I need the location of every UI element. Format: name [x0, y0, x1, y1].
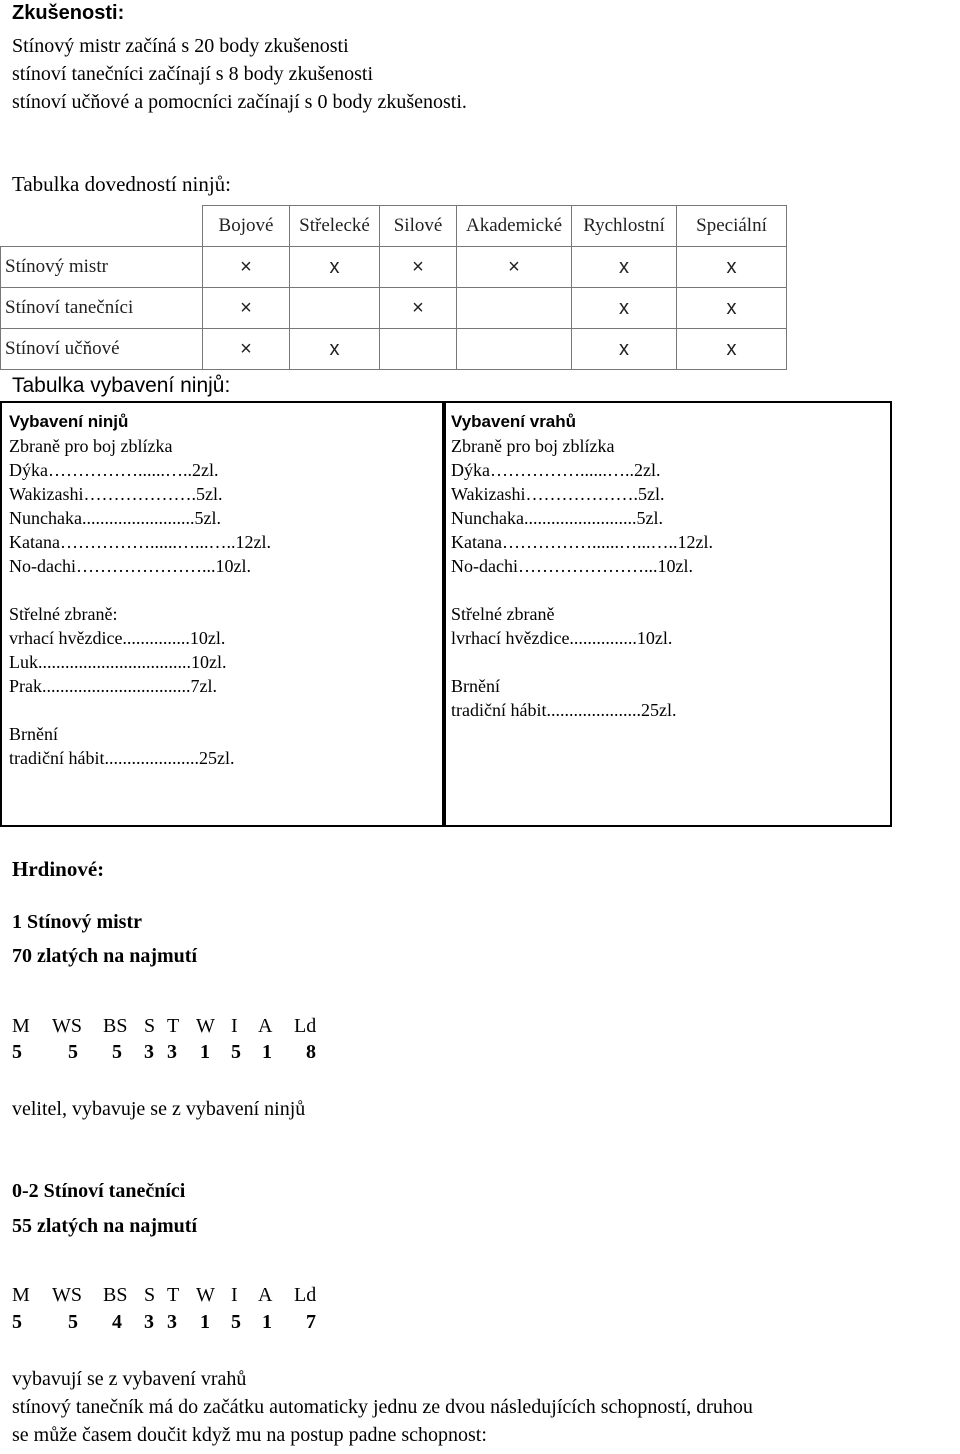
skills-col-header: Silové — [380, 206, 457, 247]
melee-weapons-heading: Zbraně pro boj zblízka — [9, 436, 173, 456]
ranged-weapons-heading: Střelné zbraně — [451, 604, 555, 624]
equipment-item: tradiční hábit.....................25zl. — [451, 700, 677, 720]
stat-values-row — [0, 1311, 960, 1337]
stat-value: 5 — [231, 1041, 241, 1063]
skill-mark: x — [572, 329, 677, 370]
experience-line: Stínový mistr začíná s 20 body zkušenosti — [12, 35, 349, 57]
unit-note: se může časem doučit když mu na postup padne schopnost: — [12, 1424, 487, 1446]
stat-labels-row — [0, 1015, 960, 1041]
stat-value: 3 — [167, 1311, 177, 1333]
skill-mark: × — [380, 247, 457, 288]
unit-cost: 70 zlatých na najmutí — [12, 945, 197, 967]
stat-label: T — [167, 1015, 180, 1037]
stat-label: A — [258, 1284, 273, 1306]
stat-value: 1 — [200, 1311, 210, 1333]
stat-label: I — [231, 1015, 238, 1037]
stat-value: 4 — [112, 1311, 122, 1333]
equipment-item: Prak.................................7zl. — [9, 676, 217, 696]
skill-mark — [290, 288, 380, 329]
skills-row — [1, 247, 787, 288]
skills-header-row — [1, 206, 787, 247]
skills-col-header: Speciální — [677, 206, 787, 247]
skills-row — [1, 329, 787, 370]
stat-label: S — [144, 1015, 156, 1037]
unit-name: 0-2 Stínoví tanečníci — [12, 1180, 186, 1202]
stat-value: 5 — [12, 1311, 22, 1333]
stat-value: 3 — [144, 1041, 154, 1063]
skills-col-header: Akademické — [457, 206, 572, 247]
stat-label: S — [144, 1284, 156, 1306]
equipment-item: Dýka……………......…..2zl. — [9, 460, 219, 480]
stat-value: 5 — [68, 1041, 78, 1063]
melee-weapons-heading: Zbraně pro boj zblízka — [451, 436, 615, 456]
unit-note: stínový tanečník má do začátku automaticky jednu ze dvou následujících schopností, druhou — [12, 1396, 753, 1418]
stat-label: M — [12, 1015, 30, 1037]
stat-label: BS — [103, 1015, 128, 1037]
equipment-item: Wakizashi……………….5zl. — [9, 484, 223, 504]
assassin-equipment-title: Vybavení vrahů — [451, 412, 577, 431]
assassin-equipment-list — [451, 410, 713, 722]
stat-label: WS — [52, 1284, 82, 1306]
skills-row-label: Stínoví učňové — [1, 329, 203, 370]
equipment-item: Wakizashi……………….5zl. — [451, 484, 665, 504]
equipment-table-title: Tabulka vybavení ninjů: — [12, 374, 231, 397]
stat-value: 8 — [306, 1041, 316, 1063]
equipment-item: Nunchaka.........................5zl. — [9, 508, 221, 528]
skills-col-header: Rychlostní — [572, 206, 677, 247]
stat-label: A — [258, 1015, 273, 1037]
skill-mark — [457, 288, 572, 329]
skill-mark: x — [572, 247, 677, 288]
stat-label: Ld — [294, 1284, 317, 1306]
skills-row-label: Stínoví tanečníci — [1, 288, 203, 329]
skill-mark: × — [380, 288, 457, 329]
skill-mark: × — [457, 247, 572, 288]
experience-line: stínoví tanečníci začínají s 8 body zkušenosti — [12, 63, 374, 85]
stat-label: M — [12, 1284, 30, 1306]
stat-value: 5 — [68, 1311, 78, 1333]
skills-row — [1, 288, 787, 329]
equipment-item: Luk..................................10zl. — [9, 652, 227, 672]
stat-label: I — [231, 1284, 238, 1306]
skill-mark: × — [203, 247, 290, 288]
equipment-item: vrhací hvězdice...............10zl. — [9, 628, 226, 648]
unit-cost: 55 zlatých na najmutí — [12, 1215, 197, 1237]
armour-heading: Brnění — [451, 676, 500, 696]
stat-value: 5 — [231, 1311, 241, 1333]
equipment-item: Dýka……………......…..2zl. — [451, 460, 661, 480]
stat-label: W — [196, 1015, 215, 1037]
equipment-item: Katana……………......…...…..12zl. — [451, 532, 713, 552]
ranged-weapons-heading: Střelné zbraně: — [9, 604, 118, 624]
unit-name: 1 Stínový mistr — [12, 911, 142, 933]
stat-value: 1 — [200, 1041, 210, 1063]
skill-mark: x — [677, 247, 787, 288]
stat-value: 1 — [262, 1311, 272, 1333]
skills-corner — [1, 206, 203, 247]
heroes-title: Hrdinové: — [12, 857, 105, 881]
stat-label: Ld — [294, 1015, 317, 1037]
equipment-item: lvrhací hvězdice...............10zl. — [451, 628, 673, 648]
skills-col-header: Bojové — [203, 206, 290, 247]
armour-heading: Brnění — [9, 724, 58, 744]
skill-mark — [457, 329, 572, 370]
stat-label: W — [196, 1284, 215, 1306]
stat-value: 5 — [12, 1041, 22, 1063]
skills-row-label: Stínový mistr — [1, 247, 203, 288]
skill-mark — [380, 329, 457, 370]
equipment-item: No-dachi…………………...10zl. — [451, 556, 693, 576]
equipment-item: Nunchaka.........................5zl. — [451, 508, 663, 528]
unit-note: velitel, vybavuje se z vybavení ninjů — [12, 1098, 306, 1120]
stat-value: 3 — [144, 1311, 154, 1333]
skills-col-header: Střelecké — [290, 206, 380, 247]
ninja-equipment-title: Vybavení ninjů — [9, 412, 129, 431]
skill-mark: x — [290, 247, 380, 288]
skill-mark: x — [572, 288, 677, 329]
stat-labels-row — [0, 1284, 960, 1310]
skills-table-title: Tabulka dovedností ninjů: — [12, 172, 232, 196]
skill-mark: × — [203, 288, 290, 329]
stat-label: BS — [103, 1284, 128, 1306]
experience-title: Zkušenosti: — [12, 2, 125, 24]
skill-mark: x — [290, 329, 380, 370]
equipment-item: tradiční hábit.....................25zl. — [9, 748, 235, 768]
stat-values-row — [0, 1041, 960, 1067]
equipment-item: Katana……………......…...…..12zl. — [9, 532, 271, 552]
stat-value: 3 — [167, 1041, 177, 1063]
stat-label: T — [167, 1284, 180, 1306]
skill-mark: x — [677, 329, 787, 370]
stat-label: WS — [52, 1015, 82, 1037]
stat-value: 5 — [112, 1041, 122, 1063]
skill-mark: × — [203, 329, 290, 370]
equipment-item: No-dachi…………………...10zl. — [9, 556, 251, 576]
stat-value: 1 — [262, 1041, 272, 1063]
ninja-equipment-list — [9, 410, 271, 770]
stat-value: 7 — [306, 1311, 316, 1333]
skills-table — [0, 205, 787, 370]
skill-mark: x — [677, 288, 787, 329]
unit-note: vybavují se z vybavení vrahů — [12, 1368, 247, 1390]
experience-line: stínoví učňové a pomocníci začínají s 0 body zkušenosti. — [12, 91, 467, 113]
